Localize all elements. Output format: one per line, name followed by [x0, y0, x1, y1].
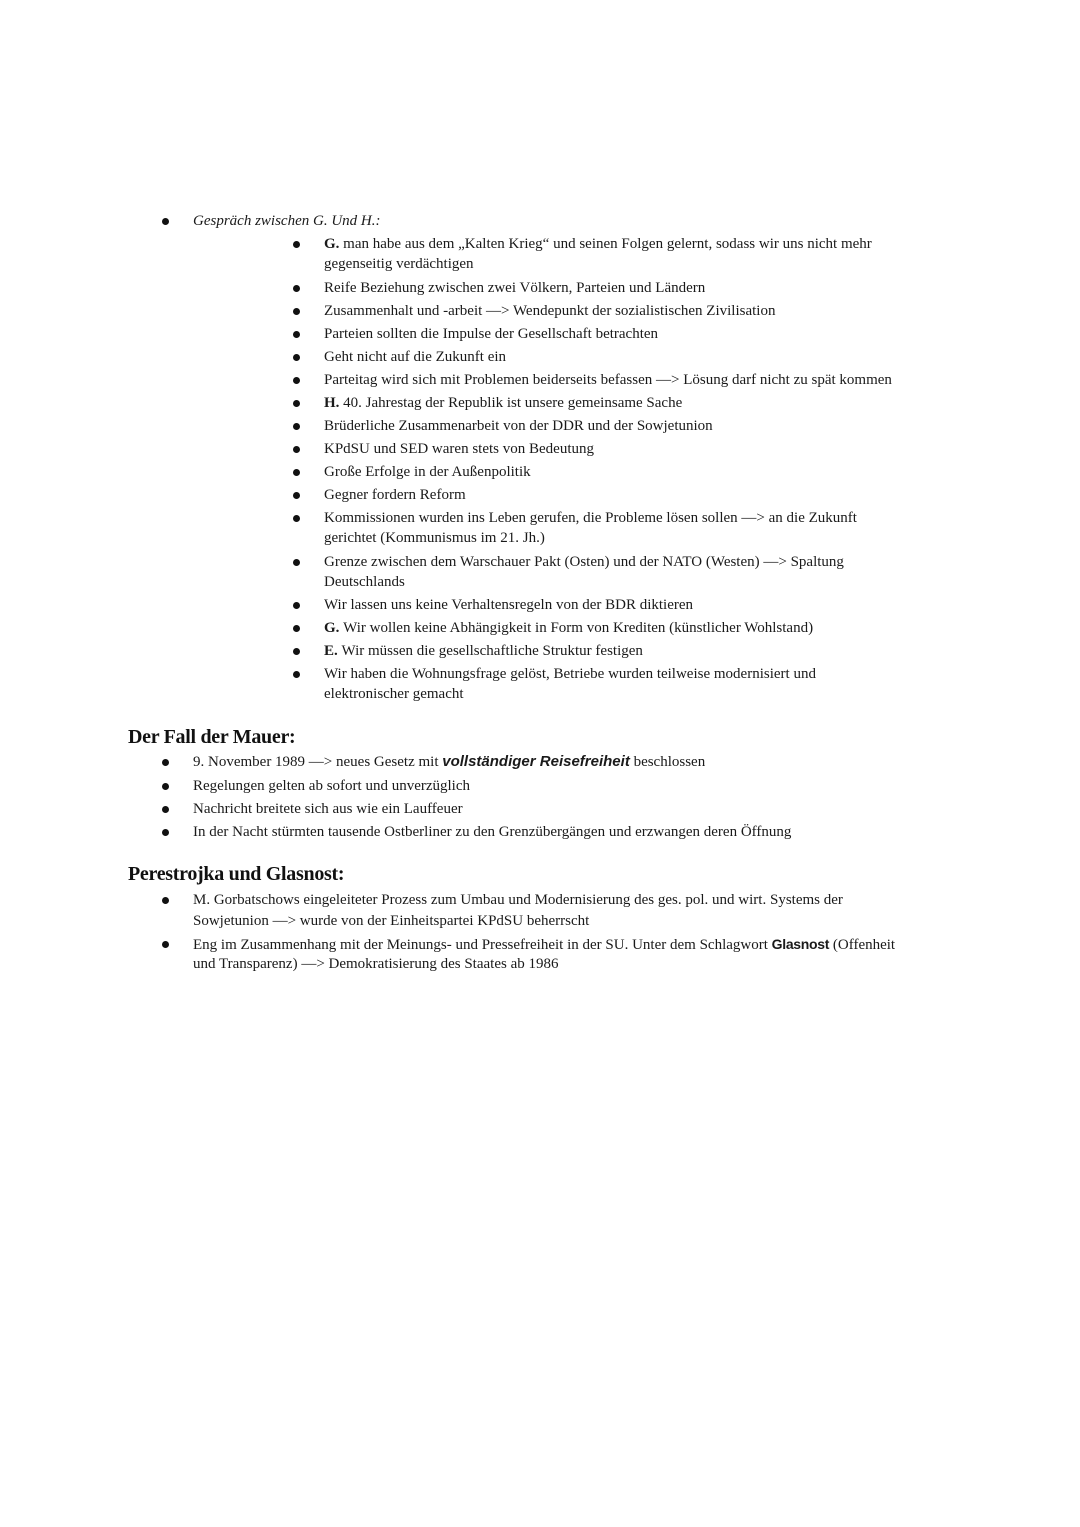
bullet-icon: [293, 331, 300, 338]
bullet-icon: [162, 218, 169, 225]
perestrojka-item-1-line-2: Sowjetunion —> wurde von der Einheitspartei KPdSU beherrscht: [193, 913, 590, 929]
fall-item-1-emphasis: vollständiger Reisefreiheit: [442, 753, 630, 770]
conversation-item-line: [324, 370, 892, 390]
fall-item-1-text: 9. November 1989 —> neues Gesetz mit: [193, 754, 439, 770]
conversation-intro: Gespräch zwischen G. Und H.:: [193, 213, 381, 229]
bullet-icon: [293, 602, 300, 609]
bullet-icon: [293, 423, 300, 430]
bullet-icon: [293, 515, 300, 522]
conversation-item-line: [324, 684, 464, 704]
bullet-icon: [293, 625, 300, 632]
conversation-item-text: Zusammenhalt und -arbeit —> Wendepunkt der sozialistischen Zivilisation: [324, 303, 776, 319]
conversation-item-line: [324, 416, 713, 436]
conversation-item-text: Parteitag wird sich mit Problemen beiderseits befassen —> Lösung darf nicht zu spät kommen: [324, 372, 892, 388]
conversation-item-line: [324, 301, 775, 321]
conversation-item-text: Wir müssen die gesellschaftliche Struktur festigen: [341, 643, 643, 659]
conversation-item-line: [324, 393, 682, 413]
bullet-icon: [293, 308, 300, 315]
bullet-icon: [293, 492, 300, 499]
bullet-icon: [293, 241, 300, 248]
conversation-item-line: [324, 552, 844, 572]
perestrojka-item-2-emphasis: Glasnost: [771, 936, 830, 952]
section-heading-fall: Der Fall der Mauer:: [128, 726, 296, 748]
conversation-item-text: Wir wollen keine Abhängigkeit in Form von Krediten (künstlicher Wohlstand): [343, 620, 814, 636]
conversation-item-text: Deutschlands: [324, 574, 405, 590]
conversation-item-text: Wir lassen uns keine Verhaltensregeln von der BDR diktieren: [324, 597, 694, 613]
perestrojka-item-2-line-1: [193, 934, 895, 955]
bullet-icon: [293, 648, 300, 655]
bullet-icon: [293, 559, 300, 566]
conversation-item-line: [324, 664, 816, 684]
conversation-item-text: gegenseitig verdächtigen: [324, 256, 474, 272]
conversation-item-text: elektronischer gemacht: [324, 686, 464, 702]
conversation-item-line: [324, 278, 705, 298]
conversation-item-line: [324, 572, 405, 592]
conversation-item-line: [324, 234, 872, 254]
conversation-item-line: [324, 485, 466, 505]
conversation-item-text: Parteien sollten die Impulse der Gesellschaft betrachten: [324, 326, 659, 342]
speaker-prefix: H.: [324, 395, 344, 411]
conversation-item-line: [324, 439, 594, 459]
section-heading-perestrojka: Perestrojka und Glasnost:: [128, 863, 345, 885]
conversation-item-line: [324, 595, 693, 615]
bullet-icon: [162, 941, 169, 948]
perestrojka-item-2-line-2: und Transparenz) —> Demokratisierung des Staates ab 1986: [193, 956, 559, 972]
bullet-icon: [162, 829, 169, 836]
conversation-item-line: [324, 508, 857, 528]
conversation-item-line: [324, 618, 813, 638]
perestrojka-item-2-after: (Offenheit: [832, 937, 896, 953]
conversation-item-text: KPdSU und SED waren stets von Bedeutung: [324, 441, 594, 457]
conversation-item-text: Große Erfolge in der Außenpolitik: [324, 464, 531, 480]
conversation-item-line: [324, 254, 474, 274]
bullet-icon: [162, 759, 169, 766]
fall-item-3: Nachricht breitete sich aus wie ein Lauffeuer: [193, 801, 463, 817]
conversation-item-line: [324, 528, 545, 548]
conversation-item-line: [324, 347, 506, 367]
conversation-item-text: man habe aus dem „Kalten Krieg“ und seinen Folgen gelernt, sodass wir uns nicht mehr: [343, 236, 872, 252]
conversation-item-line: [324, 324, 658, 344]
conversation-item-text: 40. Jahrestag der Republik ist unsere gemeinsame Sache: [343, 395, 683, 411]
perestrojka-item-1-line-1: M. Gorbatschows eingeleiteter Prozess zum Umbau und Modernisierung des ges. pol. und wirt. Systems der: [193, 892, 843, 908]
bullet-icon: [162, 897, 169, 904]
conversation-item-text: Kommissionen wurden ins Leben gerufen, die Probleme lösen sollen —> an die Zukunft: [324, 510, 857, 526]
bullet-icon: [293, 285, 300, 292]
conversation-item-text: Gegner fordern Reform: [324, 487, 466, 503]
bullet-icon: [293, 446, 300, 453]
fall-item-2: Regelungen gelten ab sofort und unverzüglich: [193, 778, 471, 794]
conversation-item-text: Grenze zwischen dem Warschauer Pakt (Osten) und der NATO (Westen) —> Spaltung: [324, 554, 844, 570]
bullet-icon: [293, 469, 300, 476]
conversation-item-text: gerichtet (Kommunismus im 21. Jh.): [324, 530, 545, 546]
bullet-icon: [293, 400, 300, 407]
bullet-icon: [162, 783, 169, 790]
bullet-icon: [162, 806, 169, 813]
conversation-item-line: [324, 641, 643, 661]
speaker-prefix: G.: [324, 620, 344, 636]
conversation-item-text: Reife Beziehung zwischen zwei Völkern, Parteien und Ländern: [324, 280, 706, 296]
conversation-item-text: Brüderliche Zusammenarbeit von der DDR und der Sowjetunion: [324, 418, 713, 434]
speaker-prefix: G.: [324, 236, 344, 252]
fall-item-4: In der Nacht stürmten tausende Ostberliner zu den Grenzübergängen und erzwangen deren Öffnung: [193, 824, 792, 840]
perestrojka-item-2-text: Eng im Zusammenhang mit der Meinungs- und Pressefreiheit in der SU. Unter dem Schlagwort: [193, 937, 768, 953]
bullet-icon: [293, 377, 300, 384]
bullet-icon: [293, 354, 300, 361]
conversation-item-text: Geht nicht auf die Zukunft ein: [324, 349, 507, 365]
conversation-item-line: [324, 462, 531, 482]
fall-item-1: [193, 752, 705, 772]
conversation-item-text: Wir haben die Wohnungsfrage gelöst, Betriebe wurden teilweise modernisiert und: [324, 666, 816, 682]
speaker-prefix: E.: [324, 643, 342, 659]
fall-item-1-after: beschlossen: [633, 754, 706, 770]
bullet-icon: [293, 671, 300, 678]
